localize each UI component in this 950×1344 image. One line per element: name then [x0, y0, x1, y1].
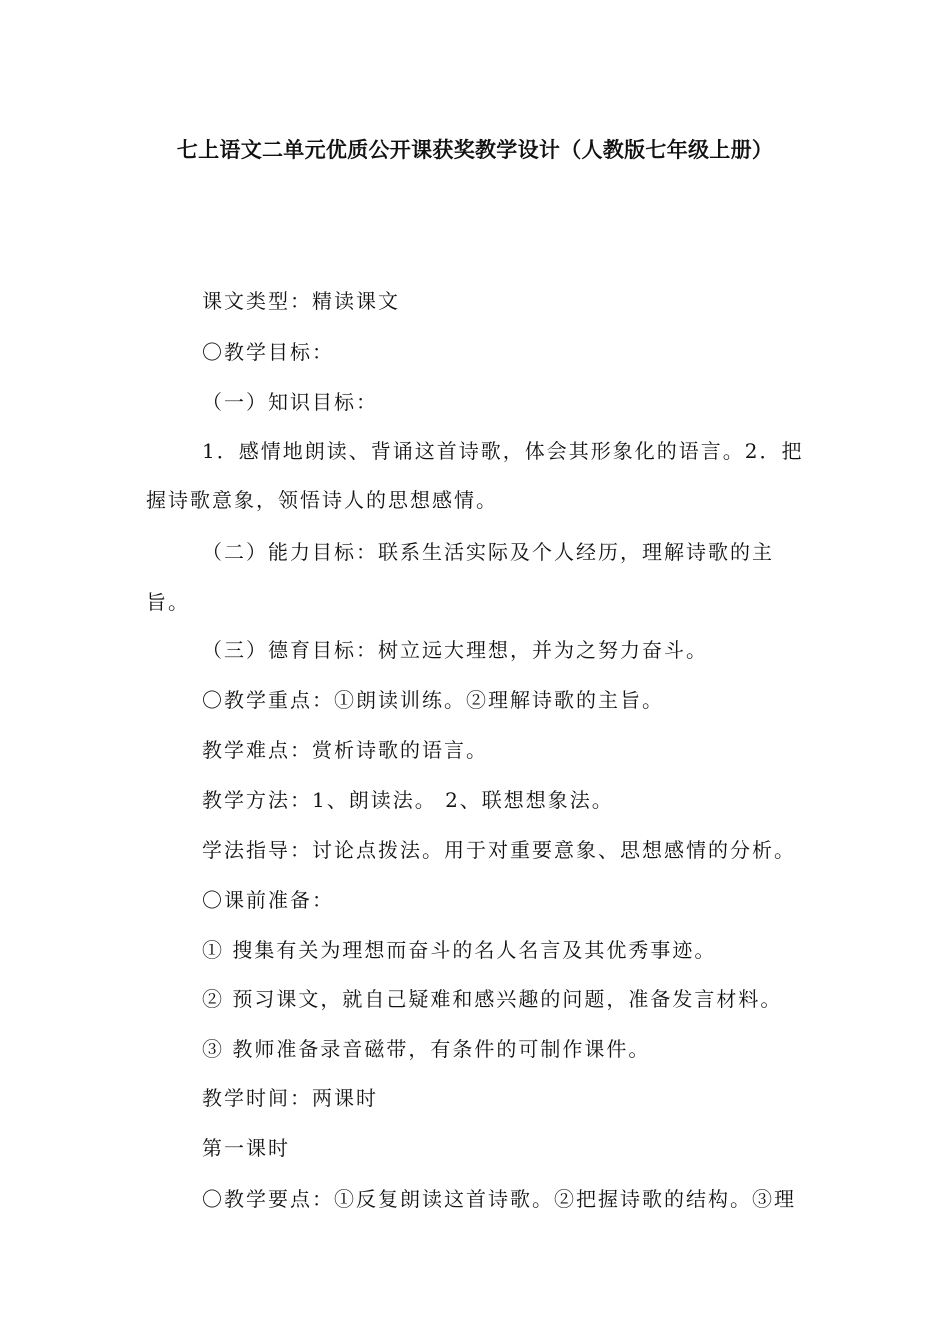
teaching-time-line: 教学时间：两课时 — [202, 1086, 378, 1110]
lesson-type-line: 课文类型：精读课文 — [202, 289, 400, 313]
knowledge-goal-text-continued: 握诗歌意象，领悟诗人的思想感情。 — [146, 488, 498, 512]
preparation-item-2: ② 预习课文，就自己疑难和感兴趣的问题，准备发言材料。 — [202, 987, 783, 1011]
teaching-focus-line: 〇教学重点：①朗读训练。②理解诗歌的主旨。 — [202, 688, 664, 712]
teaching-goals-heading: 〇教学目标： — [202, 340, 334, 364]
teaching-points-line: 〇教学要点：①反复朗读这首诗歌。②把握诗歌的结构。③理 — [202, 1187, 796, 1211]
ability-goal-text: （二）能力目标：联系生活实际及个人经历，理解诗歌的主 — [202, 540, 774, 564]
teaching-method-line: 教学方法：1、朗读法。 2、联想想象法。 — [202, 788, 614, 812]
ability-goal-text-continued: 旨。 — [146, 590, 190, 614]
document-title: 七上语文二单元优质公开课获奖教学设计（人教版七年级上册） — [176, 138, 774, 162]
preparation-item-3: ③ 教师准备录音磁带，有条件的可制作课件。 — [202, 1037, 651, 1061]
preparation-heading: 〇课前准备： — [202, 888, 334, 912]
knowledge-goal-text: 1．感情地朗读、背诵这首诗歌，体会其形象化的语言。2．把 — [202, 439, 804, 463]
moral-goal-text: （三）德育目标：树立远大理想，并为之努力奋斗。 — [202, 638, 708, 662]
first-lesson-heading: 第一课时 — [202, 1136, 290, 1160]
teaching-difficulty-line: 教学难点：赏析诗歌的语言。 — [202, 738, 488, 762]
preparation-item-1: ① 搜集有关为理想而奋斗的名人名言及其优秀事迹。 — [202, 938, 717, 962]
study-guidance-line: 学法指导：讨论点拨法。用于对重要意象、思想感情的分析。 — [202, 838, 796, 862]
knowledge-goal-heading: （一）知识目标： — [202, 390, 378, 414]
